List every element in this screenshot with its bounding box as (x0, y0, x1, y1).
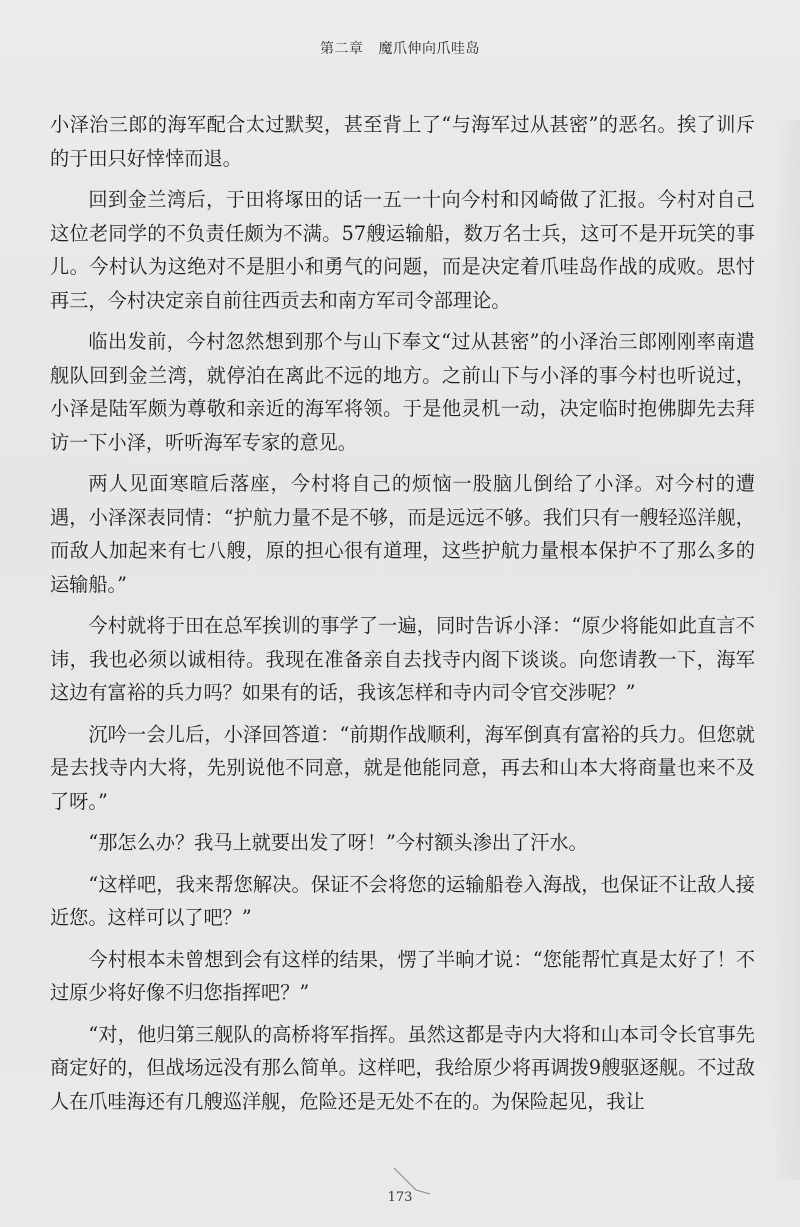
running-header (0, 38, 800, 58)
paragraph: 今村就将于田在总军挨训的事学了一遍，同时告诉小泽：“原少将能如此直言不讳，我也必须以诚相待。我现在准备亲自去找寺内阁下谈谈。向您请教一下，海军这边有富裕的兵力吗？如果有的话，我该怎样和寺内司令官交涉呢？” (50, 614, 755, 704)
chapter-title: 魔爪伸向爪哇岛 (378, 41, 480, 57)
paragraph: “那怎么办？我马上就要出发了呀！”今村额头渗出了汗水。 (88, 831, 588, 854)
paragraph: “这样吧，我来帮您解决。保证不会将您的运输船卷入海战，也保证不让敌人接近您。这样可以了吧？” (50, 872, 755, 929)
chapter-label: 第二章 (320, 41, 364, 57)
body-text (50, 108, 755, 1126)
page-edge-shadow (772, 120, 800, 1180)
paragraph: 临出发前，今村忽然想到那个与山下奉文“过从甚密”的小泽治三郎刚刚率南遣舰队回到金兰湾，就停泊在离此不远的地方。之前山下与小泽的事今村也听说过，小泽是陆军颇为尊敬和亲近的海军将领。于是他灵机一动，决定临时抱佛脚先去拜访一下小泽，听听海军专家的意见。 (50, 330, 755, 454)
paragraph: 两人见面寒暄后落座，今村将自己的烦恼一股脑儿倒给了小泽。对今村的遭遇，小泽深表同情：“护航力量不是不够，而是远远不够。我们只有一艘轻巡洋舰，而敌人加起来有七八艘，原的担心很有道理，这些护航力量根本保护不了那么多的运输船。” (50, 472, 755, 596)
paragraph: 小泽治三郎的海军配合太过默契，甚至背上了“与海军过从甚密”的恶名。挨了训斥的于田只好悻悻而退。 (50, 113, 755, 170)
page-number: 173 (387, 1190, 413, 1205)
paragraph: 回到金兰湾后，于田将塚田的话一五一十向今村和冈崎做了汇报。今村对自己这位老同学的不负责任颇为不满。57艘运输船，数万名士兵，这可不是开玩笑的事儿。今村认为这绝对不是胆小和勇气的问题，而是决定着爪哇岛作战的成败。思忖再三，今村决定亲自前往西贡去和南方军司令部理论。 (50, 188, 755, 312)
paragraph: “对，他归第三舰队的高桥将军指挥。虽然这都是寺内大将和山本司令长官事先商定好的，但战场远没有那么简单。这样吧，我给原少将再调拨9艘驱逐舰。不过敌人在爪哇海还有几艘巡洋舰，危险还是无处不在的。为保险起见，我让 (50, 1022, 755, 1113)
paragraph: 今村根本未曾想到会有这样的结果，愣了半晌才说：“您能帮忙真是太好了！不过原少将好像不归您指挥吧？” (50, 947, 755, 1004)
paragraph: 沉吟一会儿后，小泽回答道：“前期作战顺利，海军倒真有富裕的兵力。但您就是去找寺内大将，先别说他不同意，就是他能同意，再去和山本大将商量也来不及了呀。” (50, 722, 755, 813)
